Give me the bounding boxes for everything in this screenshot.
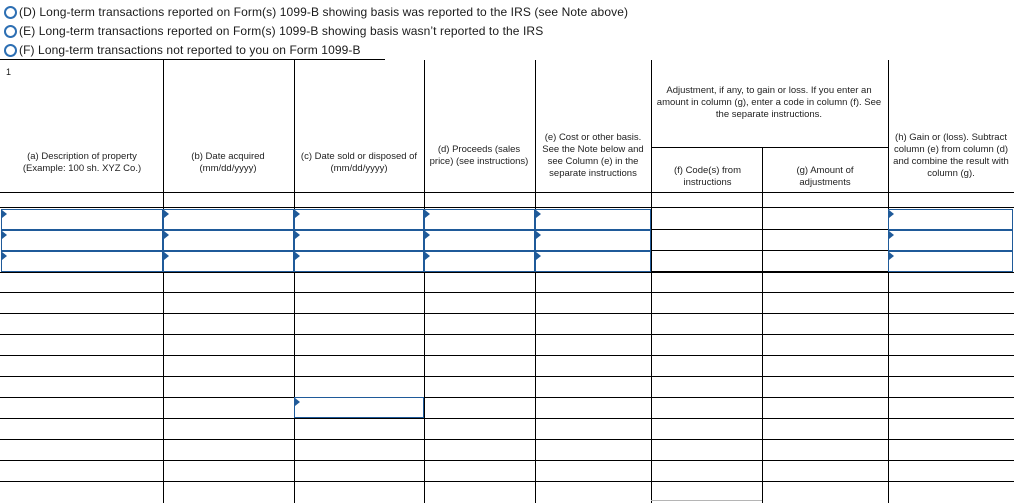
input-cell-d-row1[interactable]	[424, 209, 535, 230]
input-cell-e[interactable]	[535, 273, 651, 293]
input-cell-f[interactable]	[651, 335, 762, 355]
input-cell-b[interactable]	[163, 293, 294, 313]
input-cell-c-row2[interactable]	[294, 230, 424, 251]
input-cell-a[interactable]	[1, 293, 163, 313]
focused-input-cell[interactable]	[294, 397, 424, 418]
input-cell-h[interactable]	[888, 356, 1013, 376]
input-cell-g[interactable]	[762, 419, 888, 439]
column-a-header: (a) Description of property (Example: 100 sh. XYZ Co.)	[22, 151, 142, 174]
input-cell-b[interactable]	[163, 377, 294, 397]
input-cell-a[interactable]	[1, 482, 163, 502]
input-cell-b-row3[interactable]	[163, 251, 294, 272]
input-cell-h[interactable]	[888, 293, 1013, 313]
input-cell-g[interactable]	[762, 356, 888, 376]
input-cell-c[interactable]	[294, 356, 424, 376]
input-cell-e[interactable]	[535, 356, 651, 376]
input-cell-g[interactable]	[762, 314, 888, 334]
input-cell-g[interactable]	[762, 293, 888, 313]
input-cell-e[interactable]	[535, 482, 651, 502]
input-cell-h[interactable]	[888, 461, 1013, 481]
input-cell-b[interactable]	[163, 440, 294, 460]
line-number: 1	[6, 67, 12, 77]
radio-button-f[interactable]	[4, 44, 17, 57]
top-rule	[0, 59, 385, 60]
option-e[interactable]	[4, 22, 543, 40]
radio-button-d[interactable]	[4, 6, 17, 19]
input-cell-c[interactable]	[294, 461, 424, 481]
input-cell-e[interactable]	[535, 398, 651, 418]
input-cell-f[interactable]	[651, 398, 762, 418]
column-b-header: (b) Date acquired (mm/dd/yyyy)	[191, 151, 265, 174]
input-cell-g[interactable]	[762, 398, 888, 418]
input-cell-b[interactable]	[163, 482, 294, 502]
input-cell-h-row2[interactable]	[888, 230, 1013, 251]
input-cell-f[interactable]	[651, 482, 762, 502]
input-cell-c[interactable]	[294, 273, 424, 293]
input-cell-f[interactable]	[651, 273, 762, 293]
header-bottom-rule	[0, 192, 1014, 193]
input-cell-g[interactable]	[762, 335, 888, 355]
input-cell-c-row1[interactable]	[294, 209, 424, 230]
input-cell-e[interactable]	[535, 419, 651, 439]
input-cell-a-row2[interactable]	[1, 230, 163, 251]
adjustment-header-rule	[651, 147, 888, 148]
input-cell-h[interactable]	[888, 273, 1013, 293]
input-cell-b[interactable]	[163, 461, 294, 481]
input-cell-a[interactable]	[1, 335, 163, 355]
column-g-header: (g) Amount of adjustments	[796, 165, 854, 188]
row-rule	[651, 250, 762, 251]
input-cell-h[interactable]	[888, 398, 1013, 418]
input-cell-d[interactable]	[424, 273, 535, 293]
input-cell-h-row1[interactable]	[888, 209, 1013, 230]
input-cell-h[interactable]	[888, 419, 1013, 439]
input-cell-b[interactable]	[163, 398, 294, 418]
column-e-header: (e) Cost or other basis. See the Note below and see Column (e) in the separate instructions	[542, 132, 644, 179]
input-cell-f[interactable]	[651, 314, 762, 334]
column-c-header: (c) Date sold or disposed of (mm/dd/yyyy)	[300, 151, 418, 174]
input-cell-h[interactable]	[888, 482, 1013, 502]
input-cell-a-row1[interactable]	[1, 209, 163, 230]
input-cell-h[interactable]	[888, 335, 1013, 355]
input-cell-e[interactable]	[535, 377, 651, 397]
input-cell-e-row2[interactable]	[535, 230, 651, 251]
input-cell-b-row1[interactable]	[163, 209, 294, 230]
input-cell-d[interactable]	[424, 440, 535, 460]
input-cell-a[interactable]	[1, 377, 163, 397]
input-cell-a[interactable]	[1, 419, 163, 439]
option-e-label: (E) Long-term transactions reported on Form(s) 1099-B showing basis wasn’t reported to the IRS	[19, 24, 544, 38]
input-cell-e[interactable]	[535, 314, 651, 334]
input-cell-d[interactable]	[424, 398, 535, 418]
input-cell-d[interactable]	[424, 419, 535, 439]
input-cell-d-row2[interactable]	[424, 230, 535, 251]
input-cell-e[interactable]	[535, 461, 651, 481]
row-rule	[0, 207, 1014, 208]
option-d-label: (D) Long-term transactions reported on Form(s) 1099-B showing basis was reported to the IRS (see Note above)	[19, 5, 629, 19]
input-cell-c[interactable]	[294, 293, 424, 313]
input-cell-f[interactable]	[651, 419, 762, 439]
input-cell-c[interactable]	[294, 314, 424, 334]
input-cell-d[interactable]	[424, 335, 535, 355]
input-cell-b-row2[interactable]	[163, 230, 294, 251]
input-cell-d[interactable]	[424, 293, 535, 313]
input-cell-g[interactable]	[762, 461, 888, 481]
input-cell-d[interactable]	[424, 314, 535, 334]
input-cell-c[interactable]	[294, 419, 424, 439]
input-cell-f[interactable]	[651, 461, 762, 481]
input-cell-d[interactable]	[424, 461, 535, 481]
input-cell-b[interactable]	[163, 314, 294, 334]
row-rule	[762, 250, 888, 251]
input-cell-b[interactable]	[163, 419, 294, 439]
input-cell-a[interactable]	[1, 398, 163, 418]
option-f-label: (F) Long-term transactions not reported to you on Form 1099-B	[19, 43, 361, 57]
input-cell-e[interactable]	[535, 440, 651, 460]
input-cell-g[interactable]	[762, 482, 888, 502]
input-cell-c[interactable]	[294, 482, 424, 502]
input-cell-e[interactable]	[535, 335, 651, 355]
input-cell-e-row3[interactable]	[535, 251, 651, 272]
column-d-header: (d) Proceeds (sales price) (see instructions)	[429, 144, 529, 167]
input-cell-e-row1[interactable]	[535, 209, 651, 230]
input-cell-a[interactable]	[1, 314, 163, 334]
input-cell-h[interactable]	[888, 314, 1013, 334]
input-cell-g[interactable]	[762, 377, 888, 397]
input-cell-f[interactable]	[651, 377, 762, 397]
radio-button-e[interactable]	[4, 25, 17, 38]
input-cell-h[interactable]	[888, 440, 1013, 460]
input-cell-d[interactable]	[424, 356, 535, 376]
option-d[interactable]	[4, 3, 628, 21]
input-cell-d[interactable]	[424, 482, 535, 502]
input-cell-a[interactable]	[1, 440, 163, 460]
input-cell-d-row3[interactable]	[424, 251, 535, 272]
input-cell-h[interactable]	[888, 377, 1013, 397]
input-cell-f[interactable]	[651, 293, 762, 313]
input-cell-b[interactable]	[163, 356, 294, 376]
adjustment-header: Adjustment, if any, to gain or loss. If you enter an amount in column (g), enter a code in column (f). See the separate instructions.	[656, 85, 882, 120]
input-cell-c[interactable]	[294, 335, 424, 355]
input-cell-a-row3[interactable]	[1, 251, 163, 272]
column-h-header: (h) Gain or (loss). Subtract column (e) from column (d) and combine the result with column (g).	[893, 132, 1009, 179]
row-rule	[762, 229, 888, 230]
input-cell-g[interactable]	[762, 440, 888, 460]
input-cell-b[interactable]	[163, 273, 294, 293]
input-cell-e[interactable]	[535, 293, 651, 313]
input-cell-a[interactable]	[1, 461, 163, 481]
input-cell-c-row3[interactable]	[294, 251, 424, 272]
input-cell-a[interactable]	[1, 356, 163, 376]
input-cell-h-row3[interactable]	[888, 251, 1013, 272]
input-cell-g[interactable]	[762, 273, 888, 293]
input-cell-a[interactable]	[1, 273, 163, 293]
column-f-header: (f) Code(s) from instructions	[673, 165, 742, 188]
row-rule	[651, 229, 762, 230]
input-cell-b[interactable]	[163, 335, 294, 355]
input-cell-c[interactable]	[294, 377, 424, 397]
input-cell-c[interactable]	[294, 440, 424, 460]
option-f[interactable]	[4, 41, 361, 59]
input-cell-f[interactable]	[651, 356, 762, 376]
input-cell-d[interactable]	[424, 377, 535, 397]
input-cell-f[interactable]	[651, 440, 762, 460]
scroll-indicator	[651, 500, 762, 501]
